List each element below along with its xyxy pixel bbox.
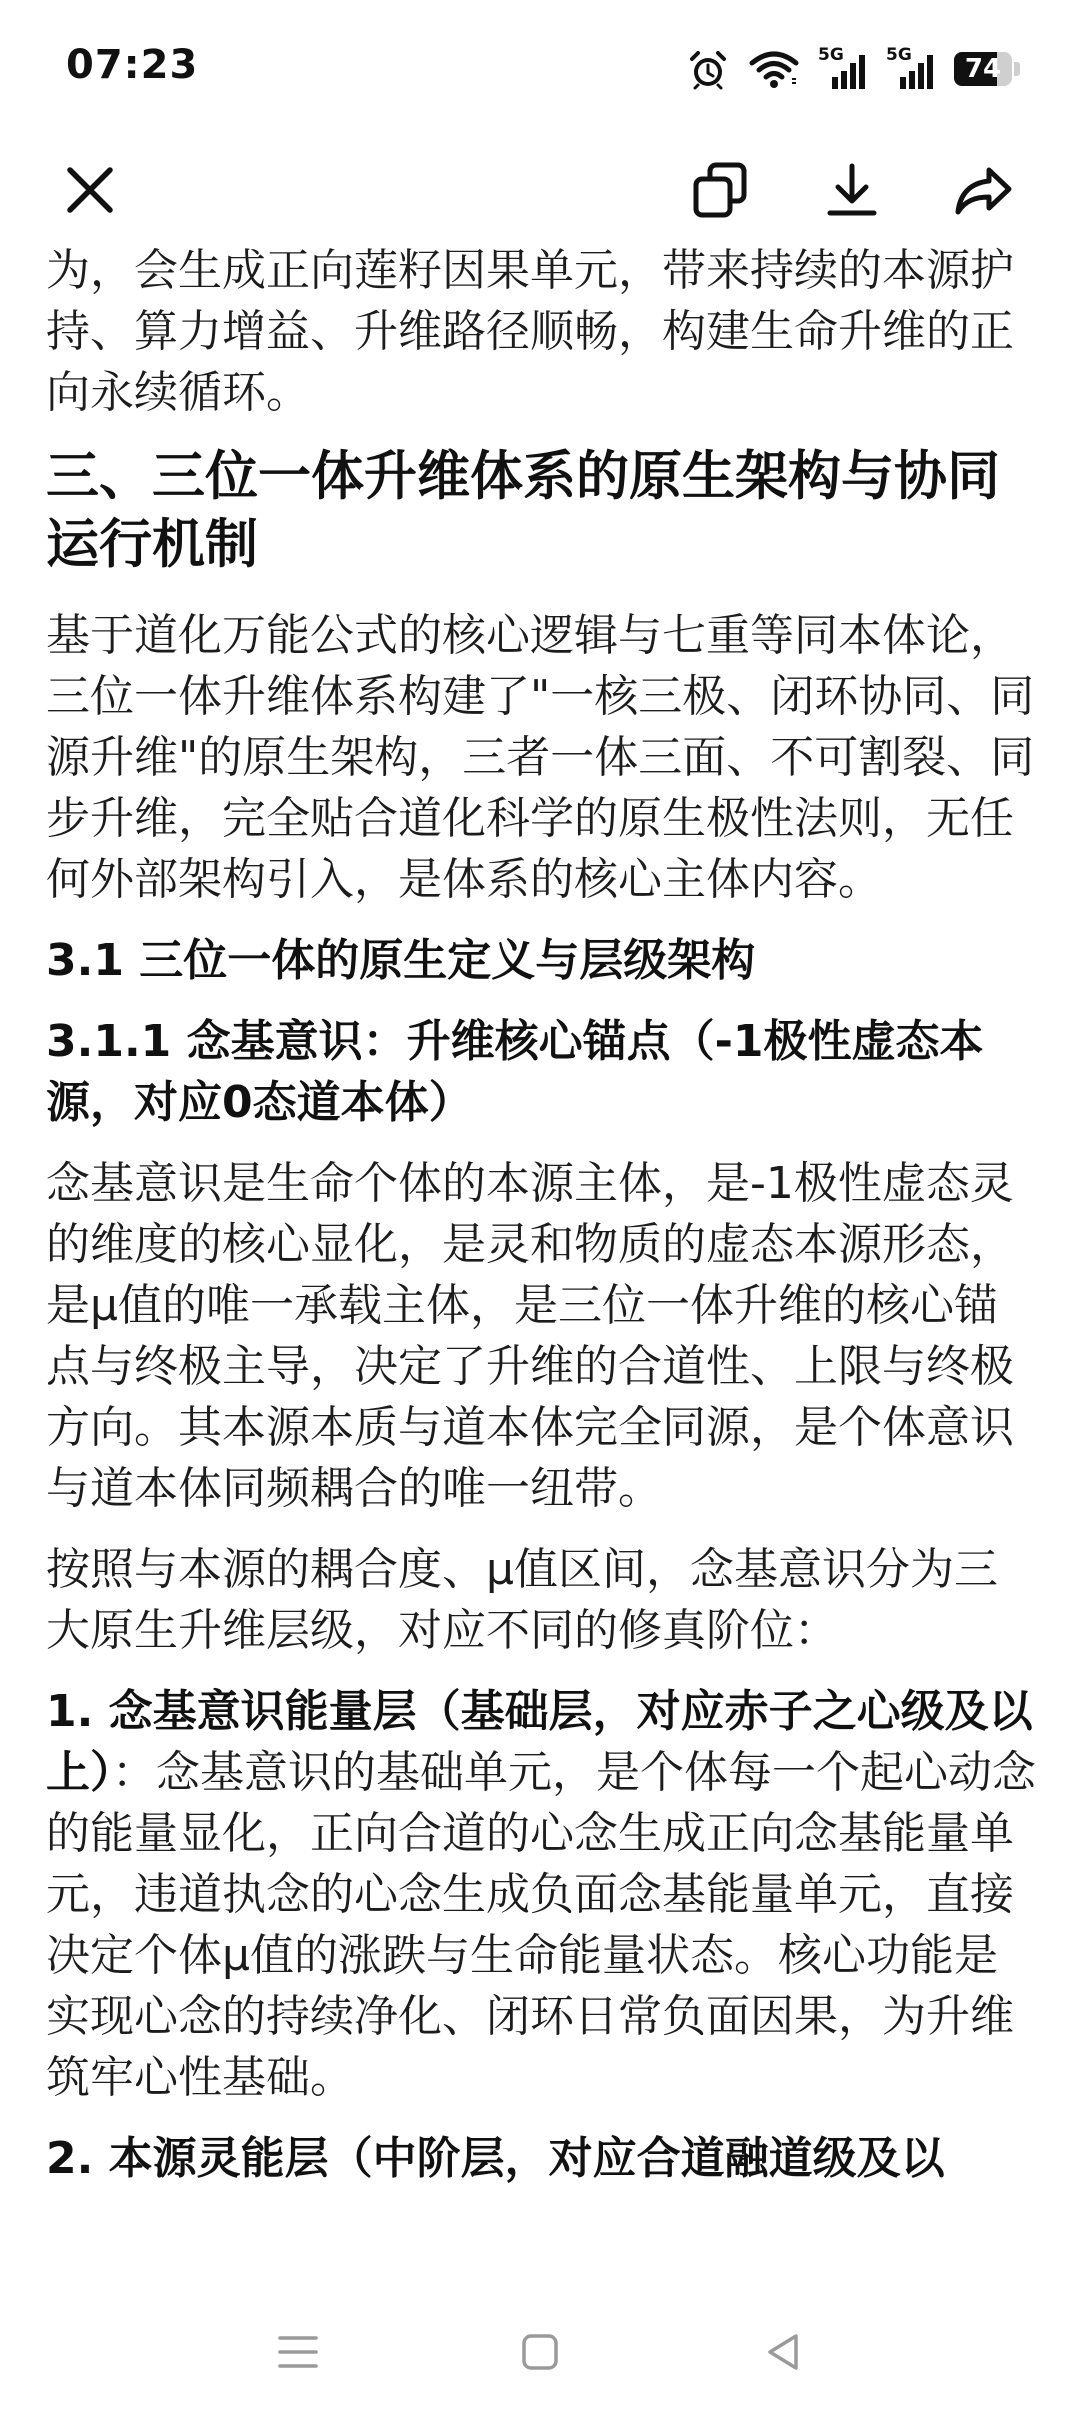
battery-level: 74 (964, 54, 1002, 84)
level1-item (46, 1681, 1036, 2108)
back-button[interactable] (744, 2312, 824, 2392)
signal-5g-label: 5G (886, 45, 912, 65)
download-icon (822, 160, 882, 220)
home-button[interactable] (500, 2312, 580, 2392)
menu-icon (274, 2328, 322, 2376)
section3-1-1-heading: 3.1.1 念基意识：升维核心锚点（-1极性虚态本源，对应0态道本体） (46, 1016, 984, 1128)
section3-1-heading: 3.1 三位一体的原生定义与层级架构 (46, 935, 756, 986)
share-icon (953, 160, 1015, 220)
recent-apps-button[interactable] (258, 2312, 338, 2392)
battery-icon (954, 52, 1020, 86)
close-button[interactable] (50, 150, 130, 230)
status-time: 07:23 (66, 42, 199, 88)
section3-heading: 三、三位一体升维体系的原生架构与协同运行机制 (46, 446, 1000, 575)
signal-5g-label: 5G (818, 45, 844, 65)
alarm-icon (686, 47, 730, 91)
download-button[interactable] (812, 150, 892, 230)
level1-body: ：念基意识的基础单元，是个体每一个起心动念的能量显化，正向合道的心念生成正向念基能量单元，违道执念的心念生成负面念基能量单元，直接决定个体μ值的涨跌与生命能量状态。核心功能是实现心念的持续净化、闭环日常负面因果，为升维筑牢心性基础。 (46, 1747, 1036, 2103)
copy-button[interactable] (680, 150, 760, 230)
signal-5g-icon (818, 47, 868, 91)
share-button[interactable] (944, 150, 1024, 230)
back-icon (760, 2328, 808, 2376)
system-nav-bar (0, 2292, 1080, 2412)
intro-paragraph: 为，会生成正向莲籽因果单元，带来持续的本源护持、算力增益、升维路径顺畅，构建生命升维的正向永续循环。 (46, 245, 1014, 418)
levels-intro-paragraph: 按照与本源的耦合度、μ值区间，念基意识分为三大原生升维层级，对应不同的修真阶位： (46, 1544, 998, 1656)
section3-paragraph: 基于道化万能公式的核心逻辑与七重等同本体论，三位一体升维体系构建了"一核三极、闭环协同、同源升维"的原生架构，三者一体三面、不可割裂、同步升维，完全贴合道化科学的原生极性法则，无任何外部架构引入，是体系的核心主体内容。 (46, 610, 1035, 905)
section3-1-1-paragraph: 念基意识是生命个体的本源主体，是-1极性虚态灵的维度的核心显化，是灵和物质的虚态本源形态，是μ值的唯一承载主体，是三位一体升维的核心锚点与终极主导，决定了升维的合道性、上限与终极方向。其本源本质与道本体完全同源，是个体意识与道本体同频耦合的唯一纽带。 (46, 1158, 1014, 1514)
signal-5g-icon (886, 47, 936, 91)
status-icons (686, 44, 1020, 94)
level2-title: 2. 本源灵能层（中阶层，对应合道融道级及以 (46, 2133, 945, 2184)
toolbar (0, 140, 1080, 240)
home-icon (516, 2328, 564, 2376)
close-icon (62, 162, 118, 218)
article-content (46, 240, 1036, 2240)
copy-icon (690, 160, 750, 220)
level1-title: 1. 念基意识能量层（基础层，对应赤子之心级及以上） (46, 1686, 1033, 1798)
status-bar (0, 0, 1080, 140)
wifi-icon (748, 49, 800, 89)
level2-item (46, 2128, 1036, 2189)
